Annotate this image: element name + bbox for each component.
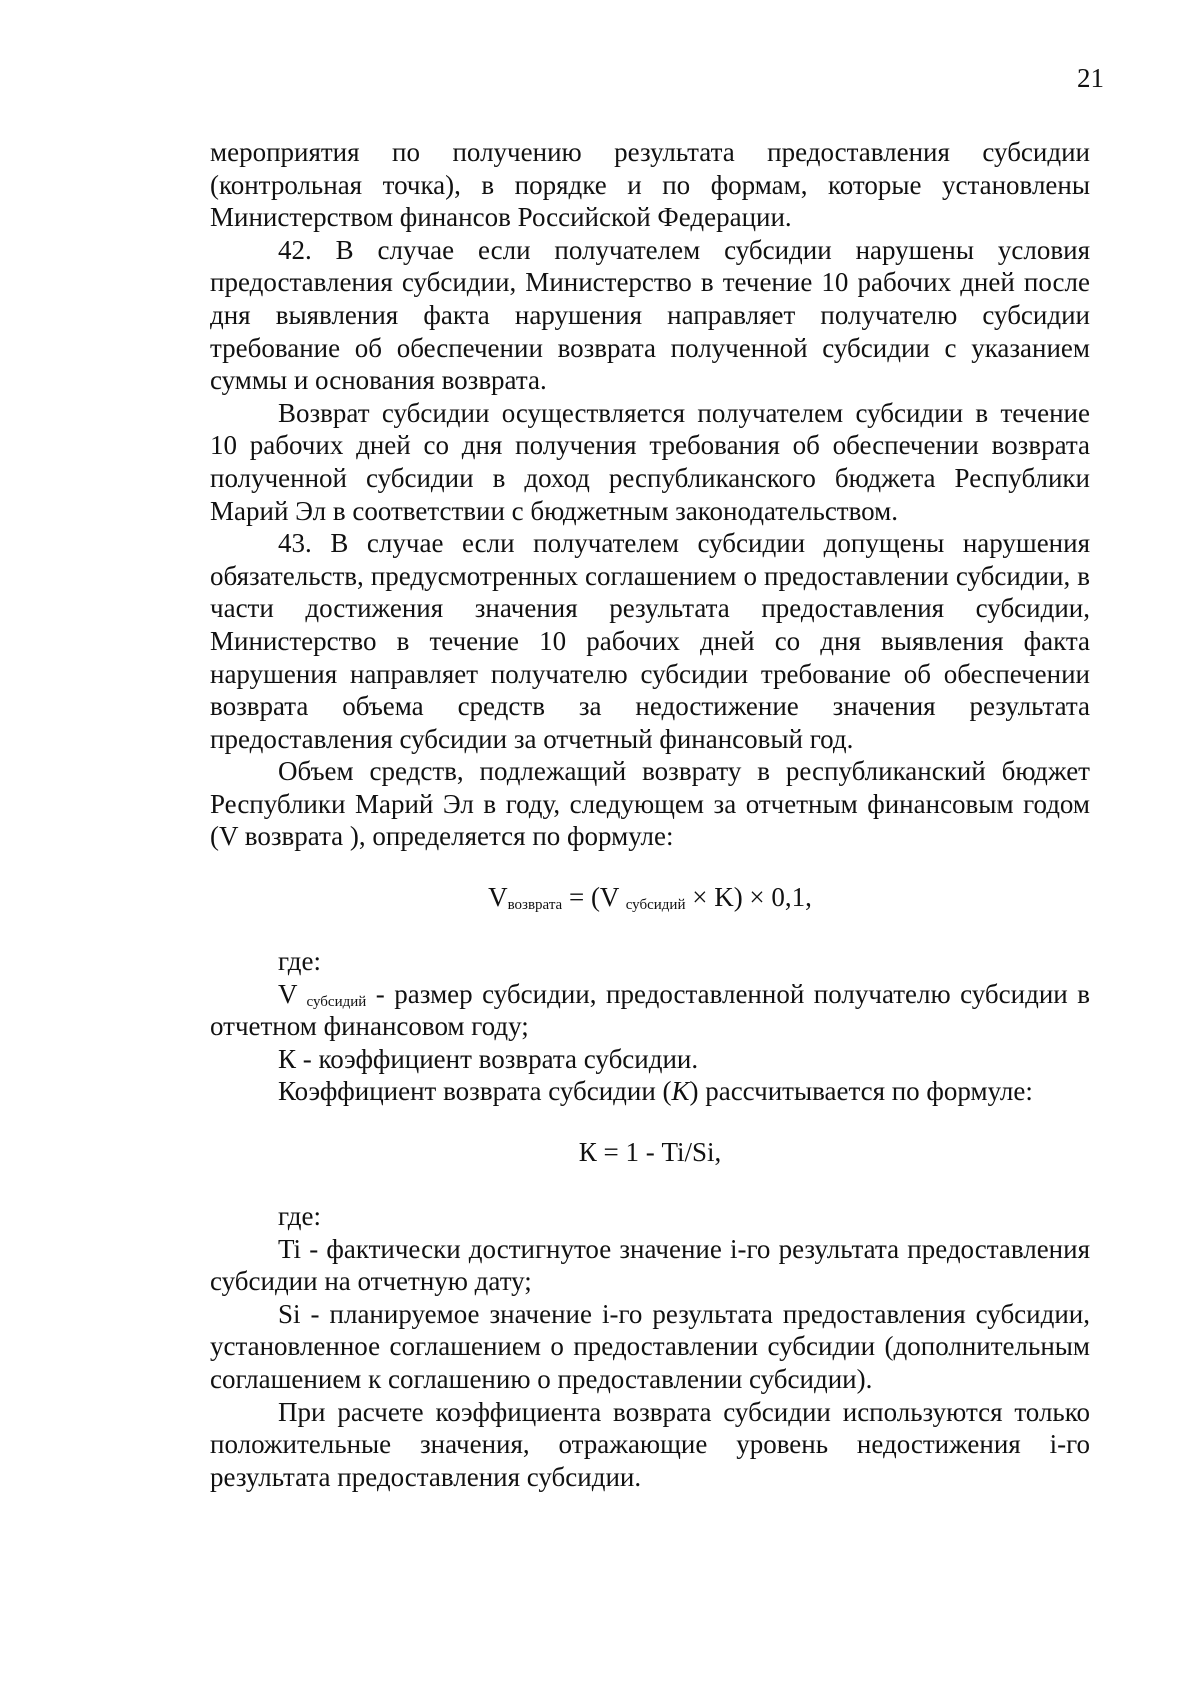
def-v-symbol: V: [278, 978, 307, 1009]
definition-ti: Ti - фактически достигнутое значение i-го результата предоставления субсидии на отчетную дату;: [210, 1233, 1090, 1297]
k-intro-before: Коэффициент возврата субсидии (: [278, 1076, 672, 1107]
definition-si: Si - планируемое значение i-го результата предоставления субсидии, установленное соглашением о предоставлении субсидии (дополнительным соглашением к соглашению о предоставлении субсидии).: [210, 1298, 1090, 1394]
def-v-text: - размер субсидии, предоставленной получателю субсидии в отчетном финансовом году;: [210, 978, 1091, 1042]
formula-v-symbol: V: [488, 882, 508, 913]
paragraph-43: 43. В случае если получателем субсидии допущены нарушения обязательств, предусмотренных соглашением о предоставлении субсидии, в части достижения значения результата предоставления субсидии, Министерство в течение 10 рабочих дней со дня выявления факта нарушения направляет получателю субсидии требование об обеспечении возврата объема средств за недостижение значения результата предоставления субсидии за отчетный финансовый год.: [210, 528, 1090, 754]
formula-return-volume: [210, 877, 1090, 917]
where-label-2: где:: [278, 1201, 321, 1232]
paragraph-42: 42. В случае если получателем субсидии нарушены условия предоставления субсидии, Министерство в течение 10 рабочих дней после дня выявления факта нарушения направляет получателю субсидии требование об обеспечении возврата полученной субсидии с указанием суммы и основания возврата.: [210, 234, 1090, 396]
paragraph-control-point: мероприятия по получению результата предоставления субсидии (контрольная точка), в порядке и по формам, которые установлены Министерством финансов Российской Федерации.: [210, 137, 1090, 233]
paragraph-positive-values: При расчете коэффициента возврата субсидии используются только положительные значения, отражающие уровень недостижения i-го результата предоставления субсидии.: [210, 1396, 1090, 1492]
definition-v-subsidy: [210, 978, 1090, 1043]
formula-sub-subsidy: субсидий: [625, 897, 686, 914]
formula-end: × K) × 0,1,: [685, 882, 812, 913]
where-label-1: где:: [278, 946, 321, 977]
definition-k: К - коэффициент возврата субсидии.: [278, 1043, 699, 1074]
formula-sub-return: возврата: [507, 897, 563, 914]
k-intro-after: ) рассчитывается по формуле:: [689, 1076, 1033, 1107]
k-formula-intro: [210, 1075, 1090, 1108]
paragraph-return-terms: Возврат субсидии осуществляется получателем субсидии в течение 10 рабочих дней со дня получения требования об обеспечении возврата полученной субсидии в доход республиканского бюджета Республики Марий Эл в соответствии с бюджетным законодательством.: [210, 397, 1090, 526]
page-number: 21: [1077, 63, 1104, 93]
document-body: [210, 136, 1090, 1493]
def-v-sub: субсидий: [306, 993, 367, 1010]
formula-middle: = (V: [562, 882, 626, 913]
k-intro-symbol: К: [671, 1076, 690, 1107]
paragraph-return-volume: Объем средств, подлежащий возврату в республиканский бюджет Республики Марий Эл в году, следующем за отчетным финансовым годом (V возврата ), определяется по формуле:: [210, 756, 1090, 852]
formula-coefficient: К = 1 - Ti/Si,: [578, 1137, 722, 1168]
